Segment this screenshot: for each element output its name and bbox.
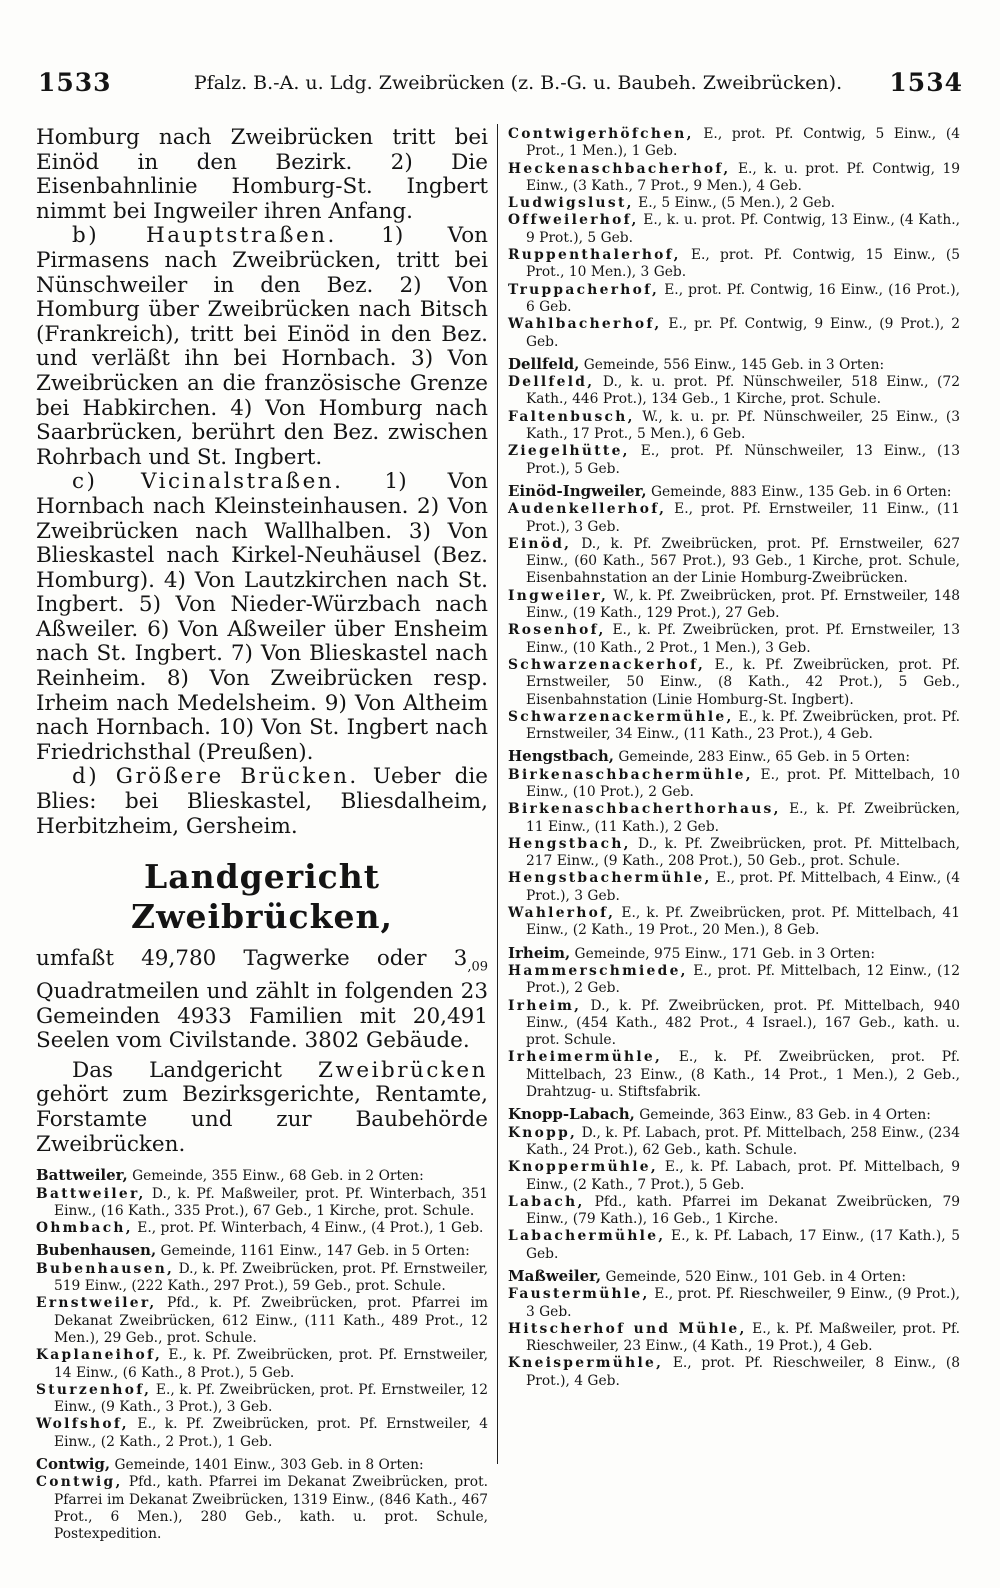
place-entry: Audenkellerhof, E., prot. Pf. Ernstweiler, 11 Einw., (11 Prot.), 3 Geb. [508,501,960,535]
place-entry: Wolfshof, E., k. Pf. Zweibrücken, prot. Pf. Ernstweiler, 4 Einw., (2 Kath., 2 Prot.), 1 Geb. [36,1416,488,1450]
place-entry: Kaplaneihof, E., k. Pf. Zweibrücken, prot. Pf. Ernstweiler, 14 Einw., (6 Kath., 8 Prot.), 5 Geb. [36,1347,488,1381]
place-entry: Birkenaschbachermühle, E., prot. Pf. Mittelbach, 10 Einw., (10 Prot.), 2 Geb. [508,766,960,800]
page-number-left: 1533 [38,68,112,97]
running-title: Pfalz. B.-A. u. Ldg. Zweibrücken (z. B.-G. u. Baubeh. Zweibrücken). [193,72,843,94]
place-entry: Ernstweiler, Pfd., k. Pf. Zweibrücken, prot. Pfarrei im Dekanat Zweibrücken, 612 Einw., (111 Kath., 489 Prot., 12 Men.), 29 Geb., prot. Schule. [36,1295,488,1346]
column-divider [497,124,498,1464]
place-entry: Wahlbacherhof, E., pr. Pf. Contwig, 9 Einw., (9 Prot.), 2 Geb. [508,316,960,350]
place-entry: Schwarzenackerhof, E., k. Pf. Zweibrücken, prot. Pf. Ernstweiler, 50 Einw., (8 Kath., 42 Prot.), 5 Geb., Eisenbahnstation (Linie Homburg-St. Ingbert). [508,656,960,708]
place-entry: Hitscherhof und Mühle, E., k. Pf. Maßweiler, prot. Pf. Rieschweiler, 23 Einw., (4 Kath., 19 Prot.), 4 Geb. [508,1320,960,1355]
municipality-entry: Contwig, Gemeinde, 1401 Einw., 303 Geb. in 8 Orten: [36,1455,424,1474]
municipality-entry: Battweiler, Gemeinde, 355 Einw., 68 Geb. in 2 Orten: [36,1166,424,1185]
place-entry: Wahlerhof, E., k. Pf. Zweibrücken, prot. Pf. Mittelbach, 41 Einw., (2 Kath., 19 Prot., 20 Men.), 8 Geb. [508,905,960,939]
place-entry: Labachermühle, E., k. Pf. Labach, 17 Einw., (17 Kath.), 5 Geb. [508,1228,960,1262]
page-header [38,68,963,100]
place-entry: Heckenaschbacherhof, E., k. u. prot. Pf. Contwig, 19 Einw., (3 Kath., 7 Prot., 9 Men.), 4 Geb. [508,160,960,194]
place-entry: Labach, Pfd., kath. Pfarrei im Dekanat Zweibrücken, 79 Einw., (79 Kath.), 16 Geb., 1 Kirche. [508,1193,960,1228]
place-entry: Birkenaschbacherthorhaus, E., k. Pf. Zweibrücken, 11 Einw., (11 Kath.), 2 Geb. [508,801,960,835]
place-entry: Faltenbusch, W., k. u. pr. Pf. Nünschweiler, 25 Einw., (3 Kath., 17 Prot., 5 Men.), 6 Geb. [508,408,960,443]
place-entry: Rosenhof, E., k. Pf. Zweibrücken, prot. Pf. Ernstweiler, 13 Einw., (10 Kath., 2 Prot., 1 Men.), 3 Geb. [508,622,960,656]
place-entry: Sturzenhof, E., k. Pf. Zweibrücken, prot. Pf. Ernstweiler, 12 Einw., (9 Kath., 3 Prot.), 3 Geb. [36,1381,488,1416]
place-entry: Ingweiler, W., k. Pf. Zweibrücken, prot. Pf. Ernstweiler, 148 Einw., (19 Kath., 129 Prot.), 27 Geb. [508,587,960,622]
municipality-entry: Maßweiler, Gemeinde, 520 Einw., 101 Geb. in 4 Orten: [508,1267,906,1285]
district-authorities: Das Landgericht Zweibrücken gehört zum Bezirksgerichte, Rentamte, Forstamte und zur Baubehörde Zweibrücken. [36,1057,488,1157]
municipality-entry: Irheim, Gemeinde, 975 Einw., 171 Geb. in 3 Orten: [508,943,875,962]
place-entry: Schwarzenackermühle, E., k. Pf. Zweibrücken, prot. Pf. Ernstweiler, 34 Einw., (11 Kath., 23 Prot.), 4 Geb. [508,708,960,743]
place-entry: Irheim, D., k. Pf. Zweibrücken, prot. Pf. Mittelbach, 940 Einw., (454 Kath., 482 Prot., 4 Israel.), 167 Geb., kath. u. prot. Schule. [508,997,960,1049]
place-entry: Ruppenthalerhof, E., prot. Pf. Contwig, 15 Einw., (5 Prot., 10 Men.), 3 Geb. [508,247,960,281]
place-entry: Einöd, D., k. Pf. Zweibrücken, prot. Pf. Ernstweiler, 627 Einw., (60 Kath., 567 Prot.), 93 Geb., 1 Kirche, prot. Schule, Eisenbahnstation an der Linie Homburg-Zweibrücken. [508,535,960,587]
municipality-entry: Bubenhausen, Gemeinde, 1161 Einw., 147 Geb. in 5 Orten: [36,1241,470,1260]
place-entry: Dellfeld, D., k. u. prot. Pf. Nünschweiler, 518 Einw., (72 Kath., 446 Prot.), 134 Geb., 1 Kirche, prot. Schule. [508,374,960,408]
place-entry: Truppacherhof, E., prot. Pf. Contwig, 16 Einw., (16 Prot.), 6 Geb. [508,281,960,315]
place-entry: Battweiler, D., k. Pf. Maßweiler, prot. Pf. Winterbach, 351 Einw., (16 Kath., 335 Prot.), 67 Geb., 1 Kirche, prot. Schule. [36,1185,488,1219]
paragraph-bridges: d) Größere Brücken. Ueber die Blies: bei Blieskastel, Bliesdalheim, Herbitzheim, Gersheim. [36,764,488,839]
place-entry: Knoppermühle, E., k. Pf. Labach, prot. Pf. Mittelbach, 9 Einw., (2 Kath., 7 Prot.), 5 Geb. [508,1159,960,1193]
district-title: Landgericht Zweibrücken, [131,857,393,937]
place-entry: Ludwigslust, E., 5 Einw., (5 Men.), 2 Geb. [508,195,836,212]
place-entry: Knopp, D., k. Pf. Labach, prot. Pf. Mittelbach, 258 Einw., (234 Kath., 24 Prot.), 62 Geb., kath. Schule. [508,1124,960,1158]
place-entry: Offweilerhof, E., k. u. prot. Pf. Contwig, 13 Einw., (4 Kath., 9 Prot.), 5 Geb. [508,212,960,246]
place-entry: Bubenhausen, D., k. Pf. Zweibrücken, prot. Pf. Ernstweiler, 519 Einw., (222 Kath., 297 Prot.), 59 Geb., prot. Schule. [36,1260,488,1295]
section-heading: d) Größere Brücken. [72,764,359,790]
place-entry: Faustermühle, E., prot. Pf. Rieschweiler, 9 Einw., (9 Prot.), 3 Geb. [508,1286,960,1320]
place-entry: Hammerschmiede, E., prot. Pf. Mittelbach, 12 Einw., (12 Prot.), 2 Geb. [508,962,960,997]
place-entry: Kneispermühle, E., prot. Pf. Rieschweiler, 8 Einw., (8 Prot.), 4 Geb. [508,1355,960,1389]
section-heading: b) Hauptstraßen. [72,223,337,249]
place-entry: Contwig, Pfd., kath. Pfarrei im Dekanat Zweibrücken, prot. Pfarrei im Dekanat Zweibrücken, 1319 Einw., (846 Kath., 467 Prot., 6 Men.), 280 Geb., kath. u. prot. Schule, Postexpedition. [36,1474,488,1543]
place-entry: Ohmbach, E., prot. Pf. Winterbach, 4 Einw., (4 Prot.), 1 Geb. [36,1220,484,1237]
section-heading: c) Vicinalstraßen. [72,469,344,495]
paragraph-railway: Homburg nach Zweibrücken tritt bei Einöd in den Bezirk. 2) Die Eisenbahnlinie Homburg-St. Ingbert nimmt bei Ingweiler ihren Anfang. [36,125,488,224]
place-entry: Hengstbachermühle, E., prot. Pf. Mittelbach, 4 Einw., (4 Prot.), 3 Geb. [508,870,960,904]
place-entry: Hengstbach, D., k. Pf. Zweibrücken, prot. Pf. Mittelbach, 217 Einw., (9 Kath., 208 Prot.), 50 Geb., prot. Schule. [508,835,960,870]
place-entry: Ziegelhütte, E., prot. Pf. Nünschweiler, 13 Einw., (13 Prot.), 5 Geb. [508,443,960,477]
municipality-entry: Knopp-Labach, Gemeinde, 363 Einw., 83 Geb. in 4 Orten: [508,1105,931,1124]
municipality-entry: Hengstbach, Gemeinde, 283 Einw., 65 Geb. in 5 Orten: [508,747,910,766]
left-column [36,126,488,1544]
district-summary: umfaßt 49,780 Tagwerke oder $3_{,09}$ Quadratmeilen und zählt in folgenden 23 Gemeinden 4933 Familien mit 20,491 Seelen vom Civilstande. 3802 Gebäude. [36,946,488,1054]
paragraph-local-roads: c) Vicinalstraßen. 1) Von Hornbach nach Kleinsteinhausen. 2) Von Zweibrücken nach Wallhalben. 3) Von Blieskastel nach Kirkel-Neuhäusel (Bez. Homburg). 4) Von Lautzkirchen nach St. Ingbert. 5) Von Nieder-Würzbach nach Aßweiler. 6) Von Aßweiler über Ensheim nach St. Ingbert. 7) Von Blieskastel nach Reinheim. 8) Von Zweibrücken resp. Irheim nach Medelsheim. 9) Von Altheim nach Hornbach. 10) Von St. Ingbert nach Friedrichsthal (Preußen). [36,469,488,765]
page-number-right: 1534 [889,68,963,97]
right-column [508,126,960,1390]
place-entry: Contwigerhöfchen, E., prot. Pf. Contwig, 5 Einw., (4 Prot., 1 Men.), 1 Geb. [508,126,960,160]
municipality-entry: Einöd-Ingweiler, Gemeinde, 883 Einw., 135 Geb. in 6 Orten: [508,481,952,500]
place-entry: Irheimermühle, E., k. Pf. Zweibrücken, prot. Pf. Mittelbach, 23 Einw., (8 Kath., 14 Prot., 1 Men.), 2 Geb., Drahtzug- u. Stiftsfabrik. [508,1049,960,1101]
paragraph-main-roads: b) Hauptstraßen. 1) Von Pirmasens nach Zweibrücken, tritt bei Nünschweiler in den Bez. 2) Von Homburg über Zweibrücken nach Bitsch (Frankreich), tritt bei Einöd in den Bez. und verläßt ihn bei Hornbach. 3) Von Zweibrücken an die französische Grenze bei Habkirchen. 4) Von Homburg nach Saarbrücken, berührt den Bez. zwischen Rohrbach und St. Ingbert. [36,223,488,470]
municipality-entry: Dellfeld, Gemeinde, 556 Einw., 145 Geb. in 3 Orten: [508,354,885,373]
